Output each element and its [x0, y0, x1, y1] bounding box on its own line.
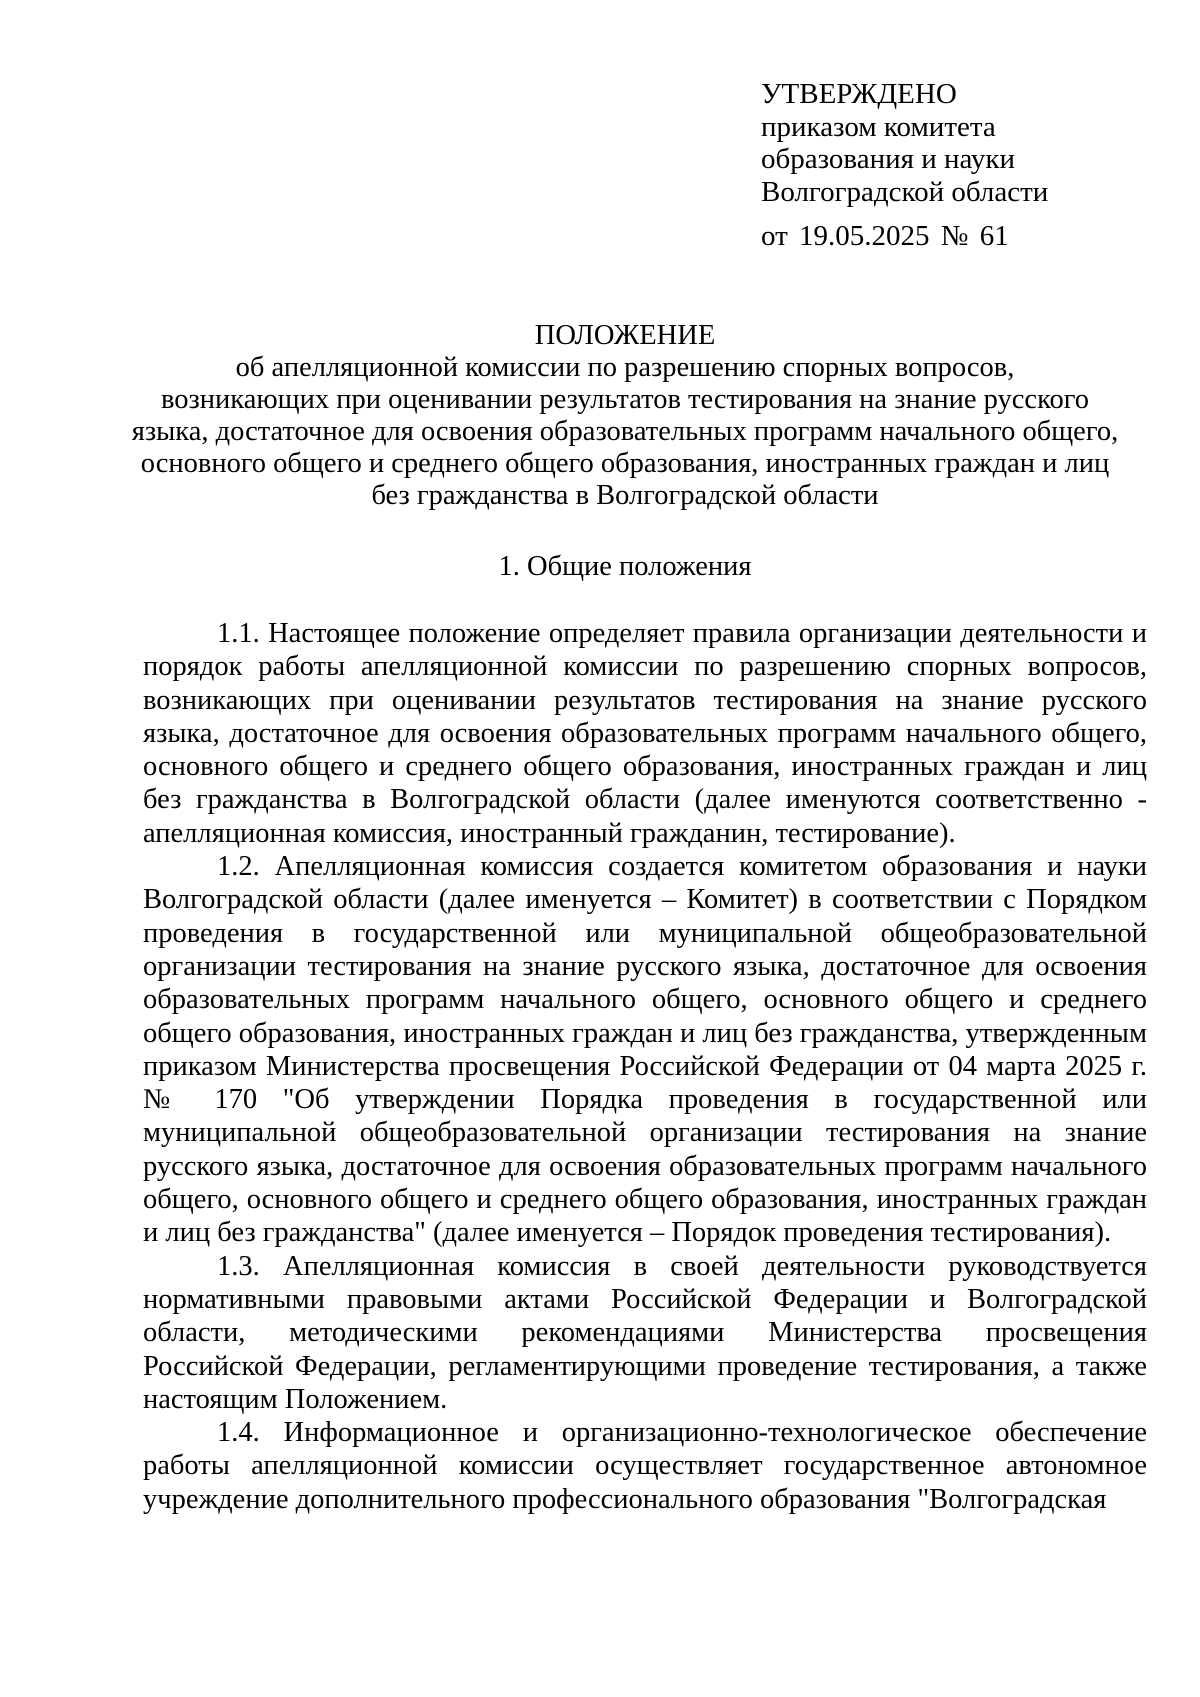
approval-block	[761, 78, 1161, 253]
document-heading	[130, 320, 1120, 512]
approval-stamp-title: УТВЕРЖДЕНО	[761, 78, 957, 110]
section-title: 1. Общие положения	[498, 551, 752, 582]
document-subtitle-line-4: основного общего и среднего общего образования, иностранных граждан и лиц	[140, 448, 1110, 479]
paragraph-1-2: 1.2. Апелляционная комиссия создается комитетом образования и науки Волгоградской области (далее именуется – Комитет) в соответствии с Порядком проведения в государственной или муниципальной общеобразовательной организации тестирования на знание русского языка, достаточное для освоения образовательных программ начального общего, основного общего и среднего общего образования, иностранных граждан и лиц без гражданства, утвержденным приказом Министерства просвещения Российской Федерации от 04 марта 2025 г. № 170 "Об утверждении Порядка проведения в государственной или муниципальной общеобразовательной организации тестирования на знание русского языка, достаточное для освоения образовательных программ начального общего, основного общего и среднего общего образования, иностранных граждан и лиц без гражданства" (далее именуется – Порядок проведения тестирования).	[143, 851, 1147, 1249]
approval-line-3: Волгоградской области	[761, 175, 1049, 208]
document-subtitle-line-5: без гражданства в Волгоградской области	[371, 480, 879, 511]
approval-line-2: образования и науки	[761, 143, 1016, 175]
document-subtitle-line-2: возникающих при оценивании результатов тестирования на знание русского	[161, 384, 1089, 415]
paragraph-1-1: 1.1. Настоящее положение определяет правила организации деятельности и порядок работы апелляционной комиссии по разрешению спорных вопросов, возникающих при оценивании результатов тестирования на знание русского языка, достаточное для освоения образовательных программ начального общего, основного общего и среднего общего образования, иностранных граждан и лиц без гражданства в Волгоградской области (далее именуются соответственно - апелляционная комиссия, иностранный гражданин, тестирование).	[143, 618, 1147, 849]
paragraph-1-4: 1.4. Информационное и организационно-технологическое обеспечение работы апелляционной комиссии осуществляет государственное автономное учреждение дополнительного профессионального образования "Волгоградская	[143, 1417, 1147, 1515]
paragraph-1-3: 1.3. Апелляционная комиссия в своей деятельности руководствуется нормативными правовыми актами Российской Федерации и Волгоградской области, методическими рекомендациями Министерства просвещения Российской Федерации, регламентирующими проведение тестирования, а также настоящим Положением.	[143, 1250, 1147, 1415]
document-subtitle-line-1: об апелляционной комиссии по разрешению спорных вопросов,	[235, 352, 1015, 383]
document-subtitle-line-3: языка, достаточное для освоения образовательных программ начального общего,	[131, 416, 1119, 447]
document-title: ПОЛОЖЕНИЕ	[534, 320, 716, 351]
approval-line-1: приказом комитета	[761, 110, 996, 143]
approval-order-date-number: от 19.05.2025 № 61	[761, 220, 1009, 252]
document-body	[143, 617, 1147, 1516]
